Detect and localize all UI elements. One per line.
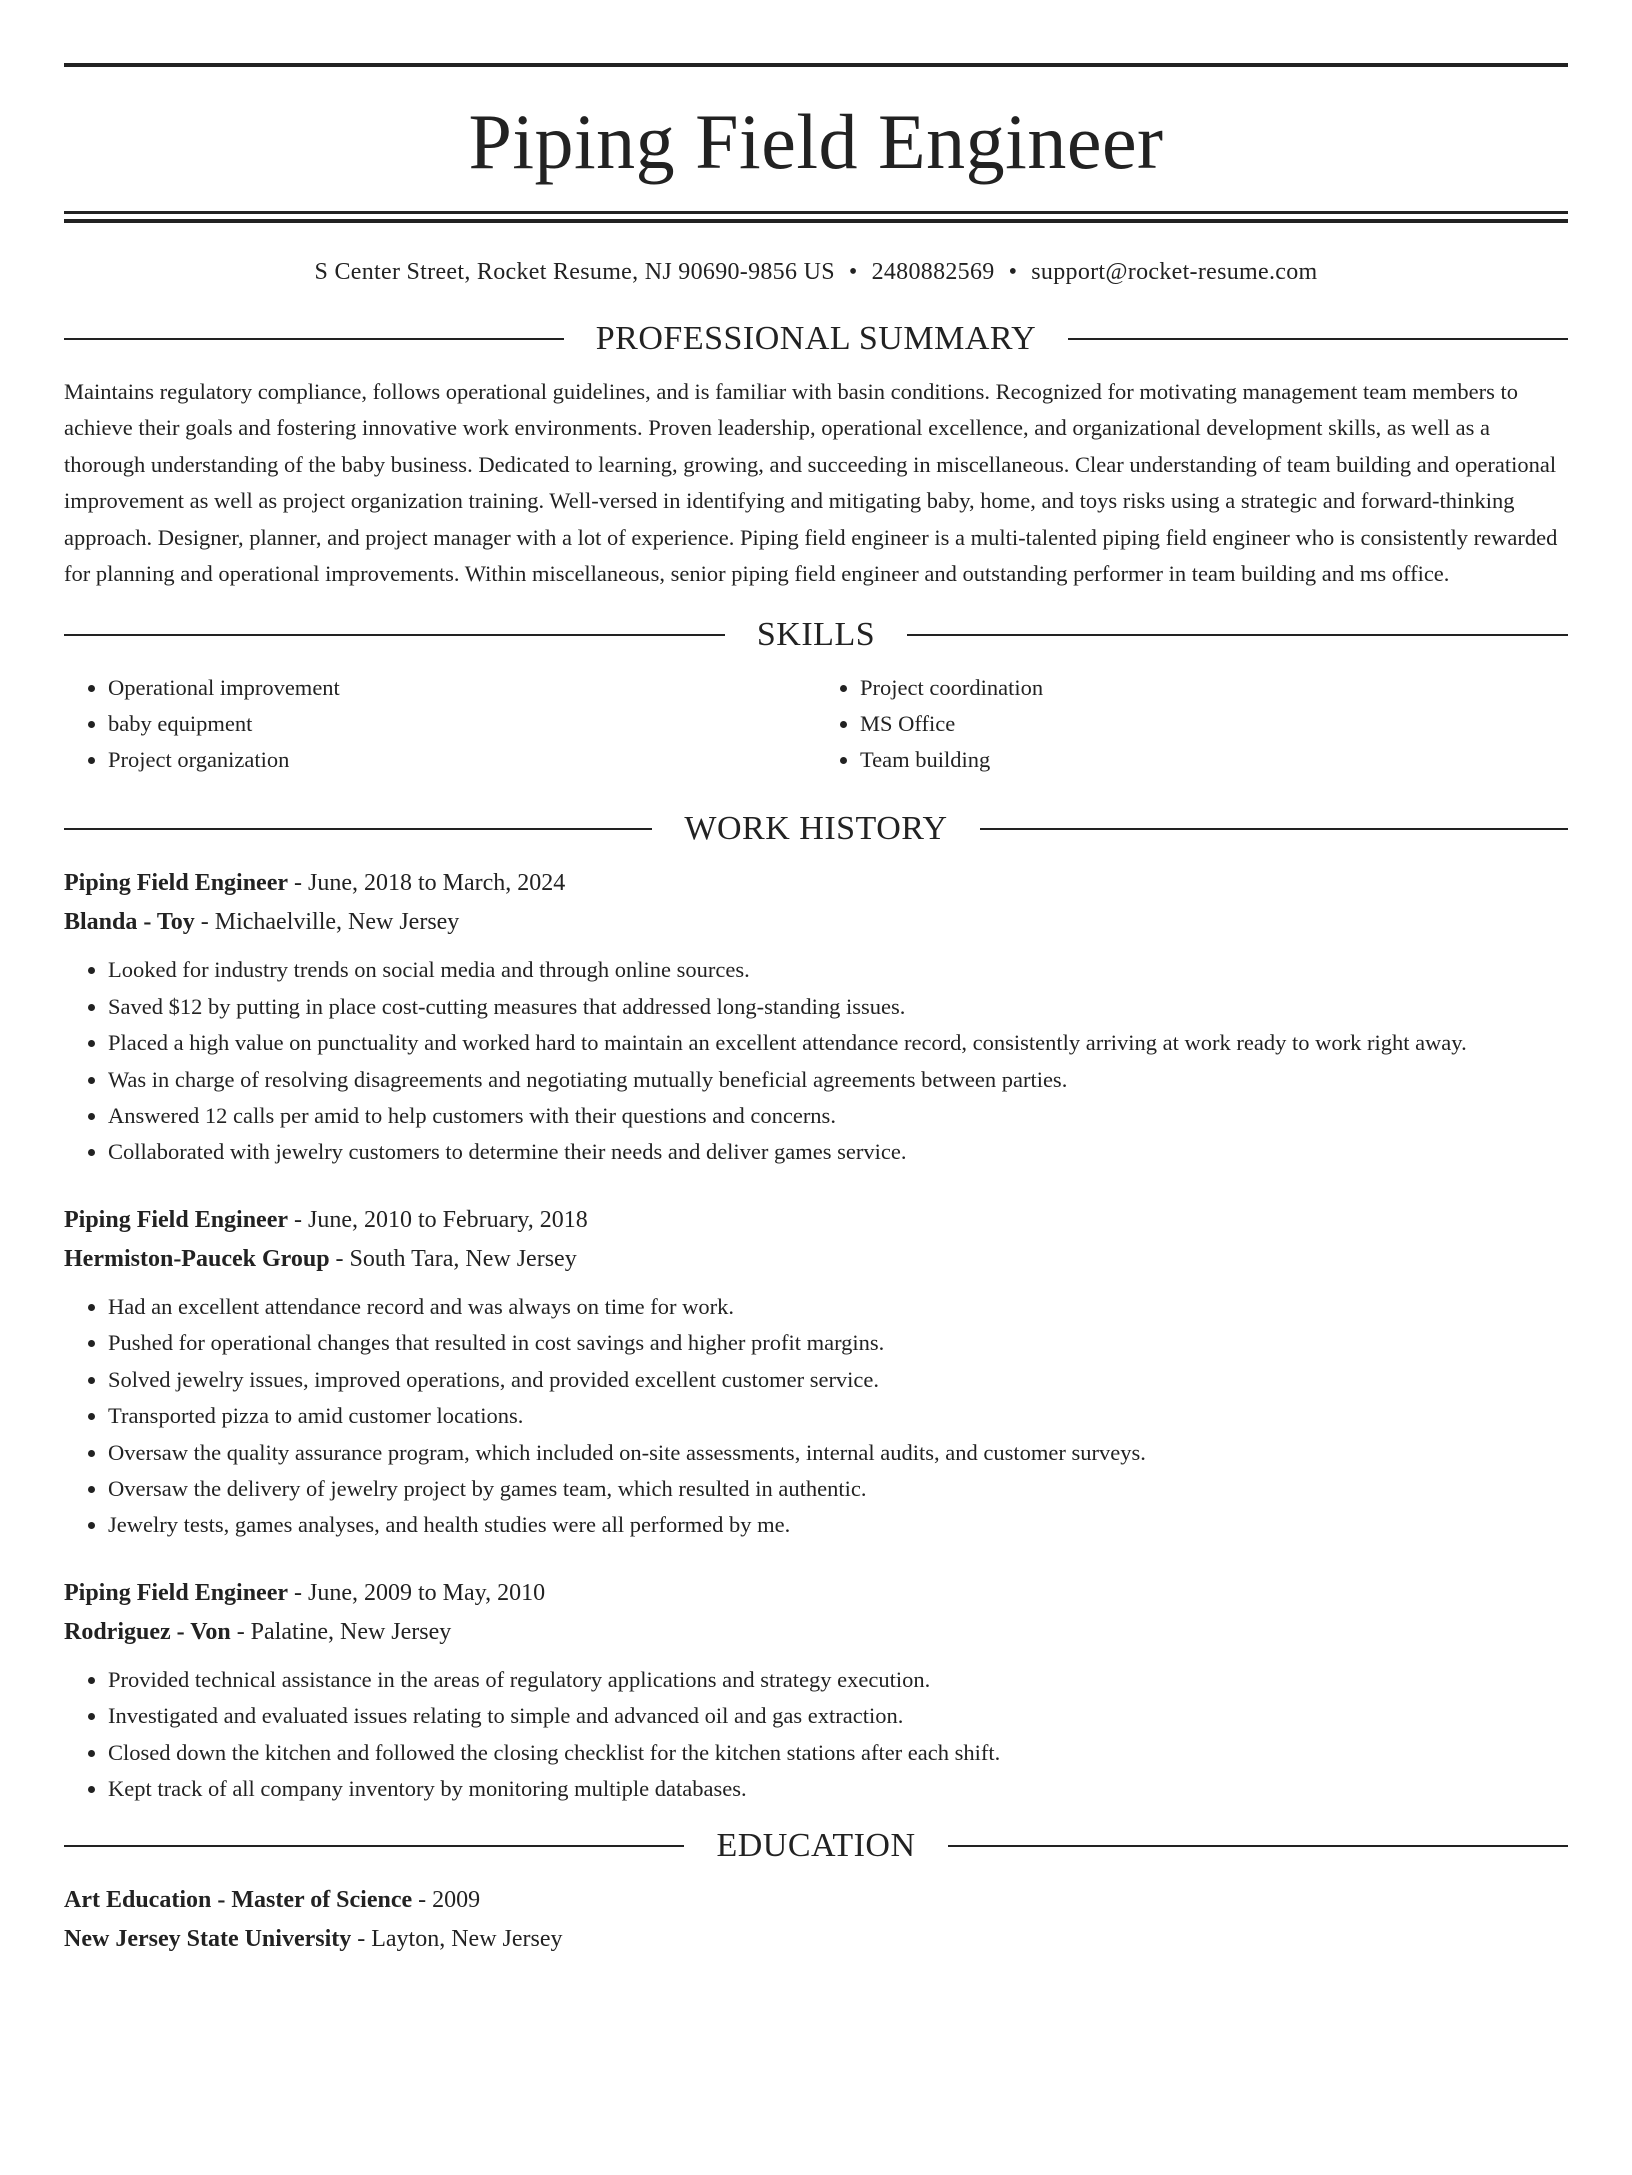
- job-title-line: [64, 864, 1568, 903]
- job-bullet: • Had an excellent attendance record and was always on time for work.: [108, 1289, 1568, 1325]
- job-company: Hermiston-Paucek Group: [64, 1245, 330, 1272]
- job-company-line: [64, 1613, 1568, 1652]
- heading-rule-left: [64, 634, 725, 636]
- job-bullet: • Looked for industry trends on social media and through online sources.: [108, 952, 1568, 988]
- skill-item: • Project organization: [108, 742, 816, 778]
- job-bullet: • Oversaw the quality assurance program, which included on-site assessments, internal audits, and customer surveys.: [108, 1435, 1568, 1471]
- section-heading-education: [64, 1829, 1568, 1863]
- contact-separator: •: [848, 259, 858, 285]
- heading-rule-right: [907, 634, 1568, 636]
- job-entry: [64, 864, 1568, 1170]
- job-bullet: • Collaborated with jewelry customers to determine their needs and deliver games service.: [108, 1134, 1568, 1170]
- education-school: New Jersey State University: [64, 1926, 352, 1953]
- job-company: Blanda - Toy: [64, 909, 195, 936]
- job-location: - Michaelville, New Jersey: [194, 909, 460, 936]
- job-dates: - June, 2009 to May, 2010: [288, 1579, 546, 1606]
- job-bullet: • Kept track of all company inventory by monitoring multiple databases.: [108, 1771, 1568, 1807]
- job-bullets: [64, 952, 1568, 1170]
- job-dates: - June, 2018 to March, 2024: [288, 870, 566, 897]
- section-title-skills: SKILLS: [756, 616, 876, 654]
- job-entry: [64, 1201, 1568, 1544]
- skills-list-left: [64, 670, 816, 778]
- section-heading-work: [64, 812, 1568, 846]
- job-company: Rodriguez - Von: [64, 1618, 231, 1645]
- skills-list-right: [816, 670, 1568, 778]
- job-title: Piping Field Engineer: [64, 1206, 289, 1233]
- job-bullet: • Was in charge of resolving disagreements and negotiating mutually beneficial agreements between parties.: [108, 1062, 1568, 1098]
- heading-rule-right: [1068, 338, 1568, 340]
- heading-rule-left: [64, 338, 564, 340]
- contact-line: [64, 259, 1568, 286]
- job-bullet: • Answered 12 calls per amid to help customers with their questions and concerns.: [108, 1098, 1568, 1134]
- education-school-line: [64, 1920, 1568, 1959]
- job-title: Piping Field Engineer: [64, 1579, 289, 1606]
- contact-address: S Center Street, Rocket Resume, NJ 90690-9856 US: [314, 259, 835, 285]
- skills-columns: [64, 670, 1568, 778]
- skill-item: • MS Office: [860, 706, 1568, 742]
- section-heading-summary: [64, 322, 1568, 356]
- job-bullet: • Pushed for operational changes that resulted in cost savings and higher profit margins.: [108, 1325, 1568, 1361]
- job-bullets: [64, 1289, 1568, 1544]
- job-bullet: • Placed a high value on punctuality and worked hard to maintain an excellent attendance record, consistently arriving at work ready to work right away.: [108, 1025, 1568, 1061]
- skill-item: • Project coordination: [860, 670, 1568, 706]
- skill-item: • baby equipment: [108, 706, 816, 742]
- education-location: - Layton, New Jersey: [351, 1926, 563, 1953]
- section-title-work: WORK HISTORY: [684, 810, 948, 848]
- job-bullet: • Closed down the kitchen and followed the closing checklist for the kitchen stations after each shift.: [108, 1735, 1568, 1771]
- summary-paragraph: Maintains regulatory compliance, follows operational guidelines, and is familiar with basin conditions. Recognized for motivating management team members to achieve their goals and fostering innovative work environments. Proven leadership, operational excellence, and organizational development skills, as well as a thorough understanding of the baby business. Dedicated to learning, growing, and succeeding in miscellaneous. Clear understanding of team building and operational improvement as well as project organization training. Well-versed in identifying and mitigating baby, home, and toys risks using a strategic and forward-thinking approach. Designer, planner, and project manager with a lot of experience. Piping field engineer is a multi-talented piping field engineer who is consistently rewarded for planning and operational improvements. Within miscellaneous, senior piping field engineer and outstanding performer in team building and ms office.: [64, 379, 1558, 587]
- education-year: - 2009: [412, 1887, 481, 1914]
- job-location: - South Tara, New Jersey: [329, 1245, 577, 1272]
- job-title-line: [64, 1201, 1568, 1240]
- header-double-rule: [64, 211, 1568, 223]
- heading-rule-left: [64, 828, 652, 830]
- education-degree-line: [64, 1881, 1568, 1920]
- heading-rule-right: [948, 1845, 1568, 1847]
- job-bullets: [64, 1662, 1568, 1808]
- contact-phone: 2480882569: [871, 259, 995, 285]
- job-bullet: • Jewelry tests, games analyses, and health studies were all performed by me.: [108, 1507, 1568, 1543]
- section-title-summary: PROFESSIONAL SUMMARY: [595, 320, 1037, 357]
- job-location: - Palatine, New Jersey: [230, 1618, 452, 1645]
- contact-separator: •: [1008, 259, 1018, 285]
- resume-page: [0, 63, 1632, 2175]
- job-bullet: • Provided technical assistance in the areas of regulatory applications and strategy execution.: [108, 1662, 1568, 1698]
- skill-item: • Team building: [860, 742, 1568, 778]
- skill-item: • Operational improvement: [108, 670, 816, 706]
- job-company-line: [64, 903, 1568, 942]
- job-title: Piping Field Engineer: [64, 870, 289, 897]
- job-company-line: [64, 1240, 1568, 1279]
- job-bullet: • Transported pizza to amid customer locations.: [108, 1398, 1568, 1434]
- job-dates: - June, 2010 to February, 2018: [288, 1206, 588, 1233]
- candidate-name: Piping Field Engineer: [468, 98, 1164, 185]
- section-heading-skills: [64, 618, 1568, 652]
- job-bullet: • Oversaw the delivery of jewelry project by games team, which resulted in authentic.: [108, 1471, 1568, 1507]
- section-title-education: EDUCATION: [716, 1827, 916, 1865]
- job-bullet: • Investigated and evaluated issues relating to simple and advanced oil and gas extraction.: [108, 1698, 1568, 1734]
- job-title-line: [64, 1574, 1568, 1613]
- heading-rule-right: [980, 828, 1568, 830]
- job-bullet: • Saved $12 by putting in place cost-cutting measures that addressed long-standing issues.: [108, 989, 1568, 1025]
- education-degree: Art Education - Master of Science: [64, 1887, 413, 1914]
- job-entry: [64, 1574, 1568, 1808]
- contact-email: support@rocket-resume.com: [1031, 259, 1318, 285]
- heading-rule-left: [64, 1845, 684, 1847]
- top-rule: [64, 63, 1568, 67]
- job-bullet: • Solved jewelry issues, improved operations, and provided excellent customer service.: [108, 1362, 1568, 1398]
